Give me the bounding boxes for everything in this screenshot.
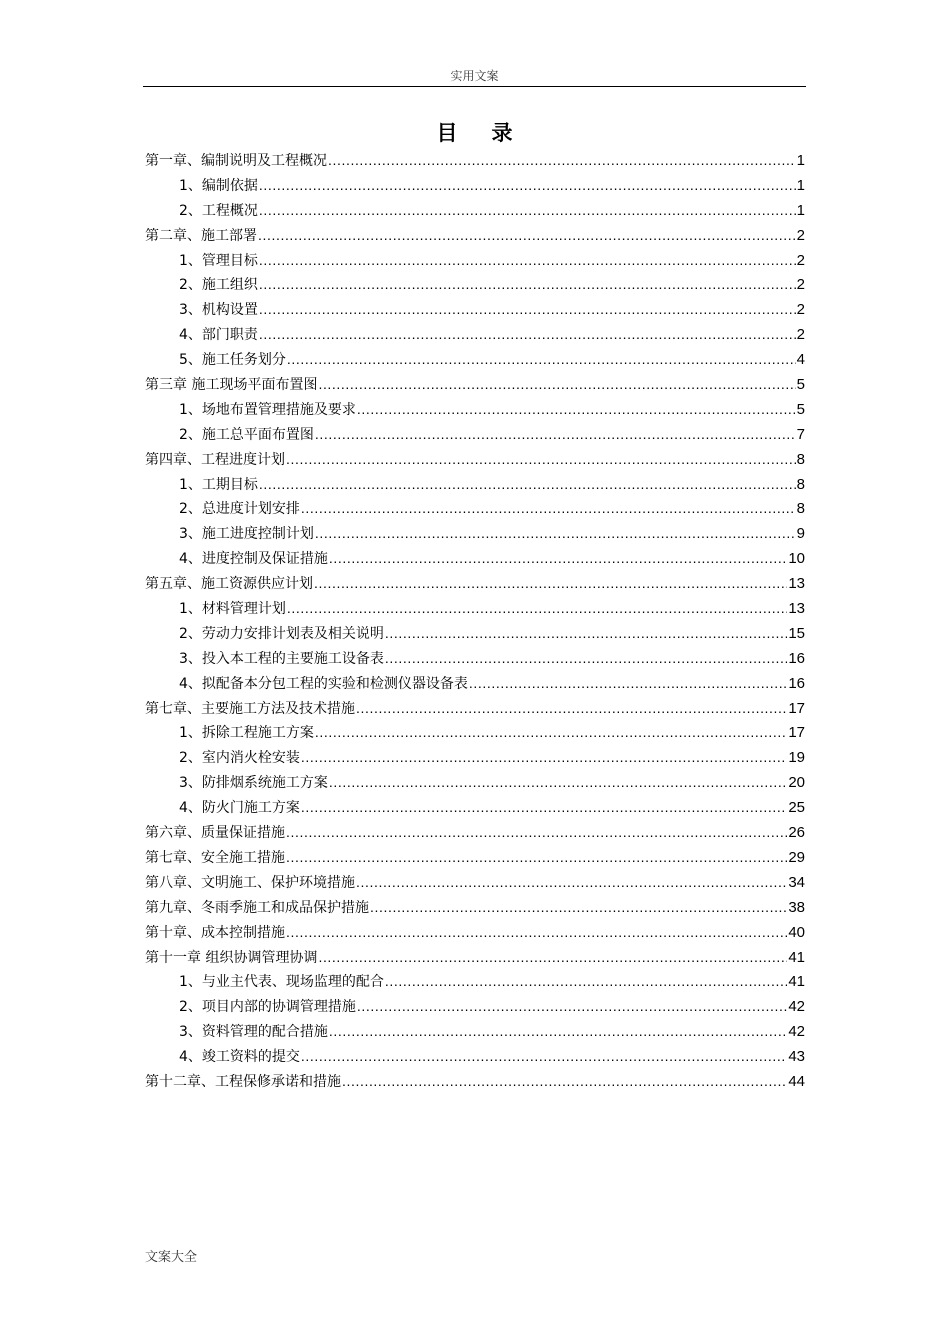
toc-dot-leader xyxy=(357,397,796,422)
toc-subsection-entry[interactable] xyxy=(145,173,805,198)
toc-subsection-entry[interactable] xyxy=(145,770,805,795)
toc-dot-leader xyxy=(469,671,787,696)
toc-page-number: 16 xyxy=(788,649,805,667)
toc-subsection-entry[interactable] xyxy=(145,720,805,745)
toc-entry-title: 1、工期目标 xyxy=(179,476,258,493)
toc-dot-leader xyxy=(259,198,796,223)
toc-entry-title: 第三章 施工现场平面布置图 xyxy=(145,377,318,394)
toc-entry-title: 第二章、施工部署 xyxy=(145,227,257,244)
toc-page-number: 8 xyxy=(796,450,805,468)
toc-chapter-entry[interactable] xyxy=(145,1069,805,1094)
toc-entry-title: 1、材料管理计划 xyxy=(179,601,286,618)
toc-dot-leader xyxy=(315,521,796,546)
toc-page-number: 13 xyxy=(788,600,805,618)
toc-chapter-entry[interactable] xyxy=(145,223,805,248)
toc-entry-title: 4、拟配备本分包工程的实验和检测仪器设备表 xyxy=(179,675,468,692)
toc-dot-leader xyxy=(259,322,796,347)
toc-entry-title: 3、防排烟系统施工方案 xyxy=(179,775,328,792)
toc-dot-leader xyxy=(286,920,787,945)
toc-entry-title: 2、项目内部的协调管理措施 xyxy=(179,999,356,1016)
toc-page-number: 2 xyxy=(796,251,805,269)
toc-subsection-entry[interactable] xyxy=(145,272,805,297)
toc-page-number: 40 xyxy=(788,923,805,941)
toc-dot-leader xyxy=(356,696,787,721)
toc-dot-leader xyxy=(259,297,796,322)
page-footer: 文案大全 xyxy=(145,1250,198,1265)
toc-dot-leader xyxy=(286,447,796,472)
toc-subsection-entry[interactable] xyxy=(145,1019,805,1044)
toc-entry-title: 2、劳动力安排计划表及相关说明 xyxy=(179,625,384,642)
toc-chapter-entry[interactable] xyxy=(145,148,805,173)
toc-page-number: 34 xyxy=(788,873,805,891)
toc-subsection-entry[interactable] xyxy=(145,596,805,621)
toc-page-number: 8 xyxy=(796,475,805,493)
toc-page-number: 2 xyxy=(796,276,805,294)
toc-dot-leader xyxy=(357,994,787,1019)
toc-page-number: 19 xyxy=(788,749,805,767)
toc-dot-leader xyxy=(301,1044,787,1069)
toc-page-number: 2 xyxy=(796,301,805,319)
toc-page-number: 1 xyxy=(796,152,805,169)
toc-page-number: 42 xyxy=(788,1023,805,1041)
toc-page-number: 7 xyxy=(796,425,805,443)
toc-page-number: 41 xyxy=(788,948,805,966)
toc-dot-leader xyxy=(286,820,787,845)
toc-entry-title: 1、管理目标 xyxy=(179,252,258,269)
toc-chapter-entry[interactable] xyxy=(145,820,805,845)
toc-dot-leader xyxy=(259,173,796,198)
toc-subsection-entry[interactable] xyxy=(145,521,805,546)
toc-entry-title: 第十章、成本控制措施 xyxy=(145,924,285,941)
toc-entry-title: 1、场地布置管理措施及要求 xyxy=(179,401,356,418)
toc-chapter-entry[interactable] xyxy=(145,895,805,920)
toc-subsection-entry[interactable] xyxy=(145,1044,805,1069)
toc-page-number: 9 xyxy=(796,525,805,543)
toc-entry-title: 第四章、工程进度计划 xyxy=(145,451,285,468)
toc-chapter-entry[interactable] xyxy=(145,845,805,870)
toc-entry-title: 4、防火门施工方案 xyxy=(179,800,300,817)
toc-dot-leader xyxy=(301,745,787,770)
toc-page-number: 13 xyxy=(788,575,805,593)
toc-dot-leader xyxy=(314,571,787,596)
toc-dot-leader xyxy=(342,1069,787,1094)
toc-dot-leader xyxy=(370,895,787,920)
toc-page-number: 4 xyxy=(796,351,805,369)
toc-entry-title: 2、总进度计划安排 xyxy=(179,501,300,518)
toc-page-number: 29 xyxy=(788,848,805,866)
toc-entry-title: 1、与业主代表、现场监理的配合 xyxy=(179,974,384,991)
toc-dot-leader xyxy=(301,795,787,820)
toc-entry-title: 4、部门职责 xyxy=(179,327,258,344)
toc-page-number: 16 xyxy=(788,674,805,692)
toc-entry-title: 5、施工任务划分 xyxy=(179,352,286,369)
toc-subsection-entry[interactable] xyxy=(145,472,805,497)
toc-dot-leader xyxy=(258,223,796,248)
toc-dot-leader xyxy=(329,770,787,795)
page-header: 实用文案 xyxy=(450,69,499,83)
toc-page-number: 15 xyxy=(788,624,805,642)
toc-subsection-entry[interactable] xyxy=(145,795,805,820)
toc-entry-title: 3、投入本工程的主要施工设备表 xyxy=(179,650,384,667)
toc-entry-title: 第七章、主要施工方法及技术措施 xyxy=(145,700,355,717)
toc-dot-leader xyxy=(329,546,787,571)
toc-page-number: 17 xyxy=(788,699,805,717)
toc-title: 目录 xyxy=(436,120,547,145)
toc-subsection-entry[interactable] xyxy=(145,322,805,347)
toc-chapter-entry[interactable] xyxy=(145,696,805,721)
toc-subsection-entry[interactable] xyxy=(145,297,805,322)
toc-page-number: 42 xyxy=(788,998,805,1016)
toc-entry-title: 第六章、质量保证措施 xyxy=(145,825,285,842)
toc-page-number: 41 xyxy=(788,973,805,991)
toc-page-number: 26 xyxy=(788,824,805,842)
toc-subsection-entry[interactable] xyxy=(145,745,805,770)
toc-chapter-entry[interactable] xyxy=(145,571,805,596)
toc-entry-title: 1、编制依据 xyxy=(179,177,258,194)
toc-page-number: 10 xyxy=(788,550,805,568)
toc-entry-title: 3、施工进度控制计划 xyxy=(179,526,314,543)
toc-page-number: 1 xyxy=(796,201,805,219)
toc-page-number: 2 xyxy=(796,226,805,244)
toc-entry-title: 4、进度控制及保证措施 xyxy=(179,551,328,568)
toc-dot-leader xyxy=(356,870,787,895)
toc-dot-leader xyxy=(385,621,787,646)
toc-entry-title: 2、施工组织 xyxy=(179,277,258,294)
toc-subsection-entry[interactable] xyxy=(145,671,805,696)
toc-dot-leader xyxy=(259,248,796,273)
toc-dot-leader xyxy=(329,1019,787,1044)
toc-subsection-entry[interactable] xyxy=(145,347,805,372)
toc-entry-title: 第一章、编制说明及工程概况 xyxy=(145,153,327,169)
toc-page-number: 2 xyxy=(796,326,805,344)
toc-subsection-entry[interactable] xyxy=(145,621,805,646)
toc-entry-title: 2、施工总平面布置图 xyxy=(179,426,314,443)
toc-page-number: 5 xyxy=(796,376,805,394)
toc-subsection-entry[interactable] xyxy=(145,496,805,521)
toc-dot-leader xyxy=(328,148,796,173)
toc-page-number: 1 xyxy=(796,176,805,194)
toc-page-number: 38 xyxy=(788,898,805,916)
toc-entry-title: 4、竣工资料的提交 xyxy=(179,1049,300,1066)
toc-dot-leader xyxy=(301,496,796,521)
toc-page-number: 20 xyxy=(788,774,805,792)
toc-subsection-entry[interactable] xyxy=(145,646,805,671)
toc-subsection-entry[interactable] xyxy=(145,546,805,571)
toc-dot-leader xyxy=(318,372,795,397)
toc-page-number: 5 xyxy=(796,400,805,418)
toc-entry-title: 第八章、文明施工、保护环境措施 xyxy=(145,874,355,891)
toc-page-number: 25 xyxy=(788,799,805,817)
toc-dot-leader xyxy=(259,472,796,497)
toc-entry-title: 第五章、施工资源供应计划 xyxy=(145,576,313,593)
toc-chapter-entry[interactable] xyxy=(145,447,805,472)
toc-subsection-entry[interactable] xyxy=(145,397,805,422)
toc-chapter-entry[interactable] xyxy=(145,372,805,397)
toc-dot-leader xyxy=(259,272,796,297)
toc-subsection-entry[interactable] xyxy=(145,969,805,994)
toc-dot-leader xyxy=(385,969,787,994)
toc-chapter-entry[interactable] xyxy=(145,945,805,970)
toc-page-number: 8 xyxy=(796,500,805,518)
toc-page-number: 17 xyxy=(788,724,805,742)
toc-chapter-entry[interactable] xyxy=(145,920,805,945)
toc-page-number: 44 xyxy=(788,1072,805,1090)
toc-dot-leader xyxy=(287,596,787,621)
toc-dot-leader xyxy=(385,646,787,671)
toc-dot-leader xyxy=(286,845,787,870)
toc-subsection-entry[interactable] xyxy=(145,248,805,273)
toc-entry-title: 第十二章、工程保修承诺和措施 xyxy=(145,1073,341,1090)
toc-subsection-entry[interactable] xyxy=(145,198,805,223)
toc-entry-title: 3、机构设置 xyxy=(179,302,258,319)
toc-dot-leader xyxy=(315,422,796,447)
toc-entry-title: 2、工程概况 xyxy=(179,202,258,219)
header-rule xyxy=(143,86,806,87)
toc-page-number: 43 xyxy=(788,1048,805,1066)
toc-entry-title: 第十一章 组织协调管理协调 xyxy=(145,949,318,966)
toc-chapter-entry[interactable] xyxy=(145,870,805,895)
toc-entry-title: 3、资料管理的配合措施 xyxy=(179,1024,328,1041)
toc-entry-title: 1、拆除工程施工方案 xyxy=(179,725,314,742)
toc-dot-leader xyxy=(315,720,787,745)
toc-entry-title: 第九章、冬雨季施工和成品保护措施 xyxy=(145,899,369,916)
toc-dot-leader xyxy=(287,347,796,372)
toc-dot-leader xyxy=(318,945,787,970)
toc-subsection-entry[interactable] xyxy=(145,994,805,1019)
toc-subsection-entry[interactable] xyxy=(145,422,805,447)
toc-entry-title: 第七章、安全施工措施 xyxy=(145,849,285,866)
table-of-contents xyxy=(145,148,805,1094)
toc-entry-title: 2、室内消火栓安装 xyxy=(179,750,300,767)
